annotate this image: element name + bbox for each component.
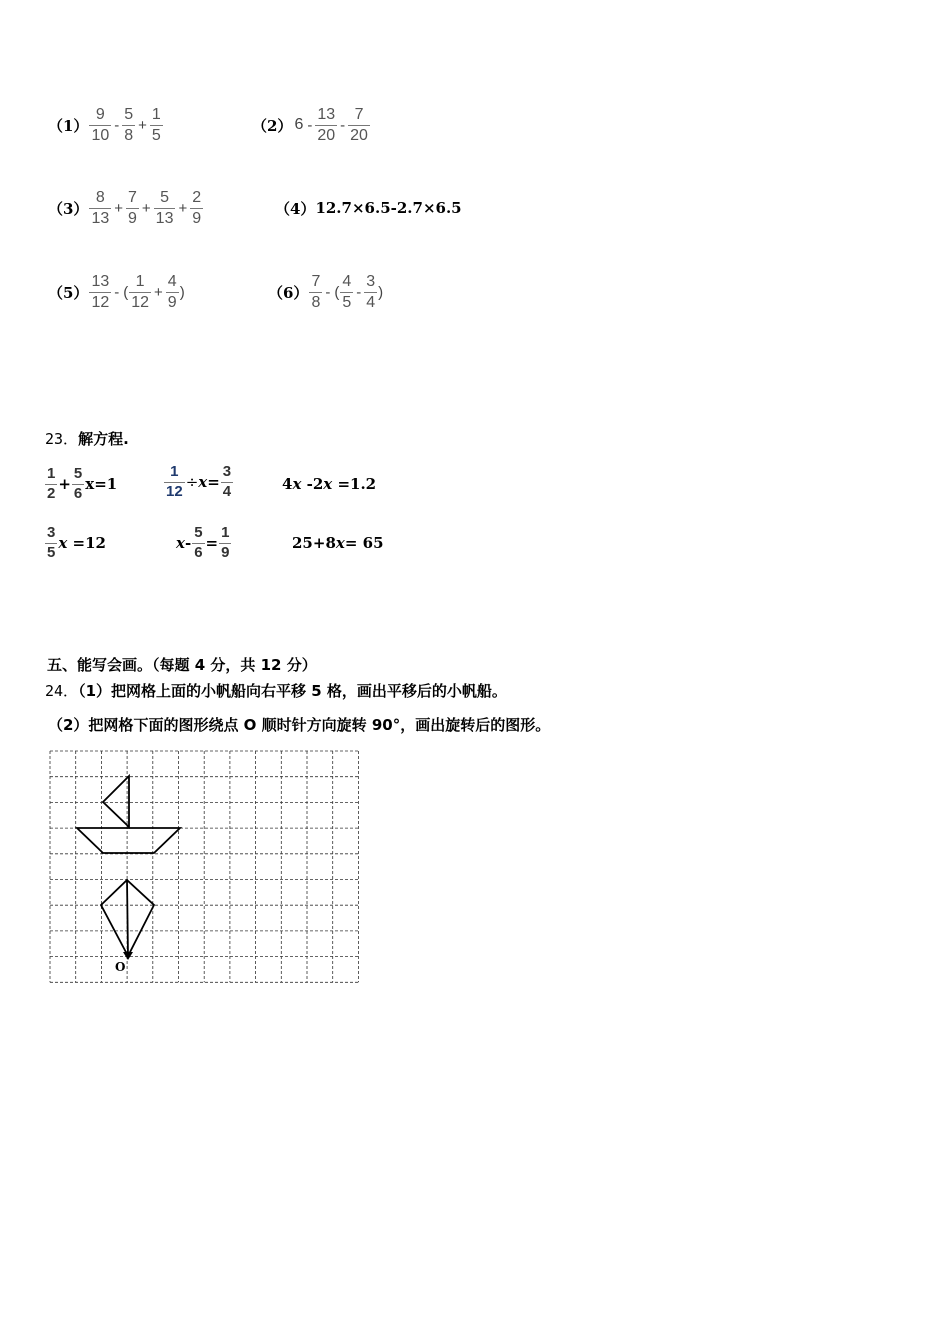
fraction: $\frac{4}{5}$: [342, 272, 352, 311]
equation-2: $\frac{1}{12}$ ÷ x = $\frac{3}{4}$: [166, 463, 232, 500]
calc-problem-3: （3） $\frac{8}{13}$ + $\frac{7}{9}$ + $\frac{5}{13}$ + $\frac{2}{9}$: [48, 188, 202, 227]
fraction: $\frac{8}{13}$: [91, 188, 110, 227]
calc-problem-4: [275, 193, 462, 223]
fraction: $\frac{7}{9}$: [128, 188, 137, 227]
equation-3: 4 x -2 x =1.2: [282, 475, 377, 493]
problem-label: （2）: [252, 116, 293, 135]
problem-label: （1）: [48, 116, 89, 135]
problem-label: （3）: [48, 199, 89, 218]
fraction: $\frac{7}{8}$: [311, 272, 321, 311]
sailboat-hull: [77, 828, 180, 853]
fraction: $\frac{3}{4}$: [366, 272, 376, 311]
fraction: $\frac{13}{12}$: [91, 272, 110, 311]
fraction: $\frac{1}{5}$: [151, 105, 161, 144]
fraction: $\frac{5}{13}$: [155, 188, 174, 227]
question-24-part-2: （2）把网格下面的图形绕点 O 顺时针方向旋转 90°，画出旋转后的图形。: [48, 716, 551, 734]
question-23-heading: 23．解方程.: [45, 430, 129, 448]
fraction: $\frac{5}{8}$: [124, 105, 134, 144]
problem-label: （4）: [275, 199, 316, 218]
grid-lines: [50, 751, 358, 982]
kite-axis: [127, 880, 128, 956]
fraction: $\frac{1}{12}$: [131, 272, 150, 311]
fraction: $\frac{4}{9}$: [167, 272, 177, 311]
equation-1: $\frac{1}{2}$ + $\frac{5}{6}$ x=1: [47, 465, 118, 502]
problem-label: （5）: [48, 283, 89, 302]
problem-label: （6）: [268, 283, 309, 302]
calc-problem-2: （2） 6 - $\frac{13}{20}$ - $\frac{7}{20}$: [252, 105, 368, 144]
drawing-grid: [48, 749, 362, 985]
equation-5: x - $\frac{5}{6}$ = $\frac{1}{9}$: [176, 524, 230, 561]
calc-problem-1: （1） $\frac{9}{10}$ - $\frac{5}{8}$ + $\frac{1}{5}$: [48, 105, 161, 144]
equation-6: 25+8 x = 65: [292, 534, 384, 552]
fraction: $\frac{7}{20}$: [350, 105, 368, 144]
fraction: $\frac{13}{20}$: [317, 105, 336, 144]
section-5-title: 五、能写会画。（每题 4 分，共 12 分）: [47, 656, 317, 674]
point-o-label: O: [115, 960, 126, 974]
sailboat-sail: [103, 776, 129, 827]
expression: 12.7×6.5-2.7×6.5: [315, 199, 462, 217]
calc-problem-5: （5） $\frac{13}{12}$ - ( $\frac{1}{12}$ + $\frac{4}{9}$ ): [48, 272, 185, 311]
fraction: $\frac{9}{10}$: [91, 105, 110, 144]
question-24-part-1: 24．（1）把网格上面的小帆船向右平移 5 格，画出平移后的小帆船。: [45, 682, 507, 700]
equation-4: $\frac{3}{5}$ x =12: [47, 524, 106, 561]
fraction: $\frac{2}{9}$: [192, 188, 202, 227]
rotation-point-marker: [123, 952, 133, 960]
calc-problem-6: （6） $\frac{7}{8}$ - ( $\frac{4}{5}$ - $\frac{3}{4}$ ): [268, 272, 384, 311]
